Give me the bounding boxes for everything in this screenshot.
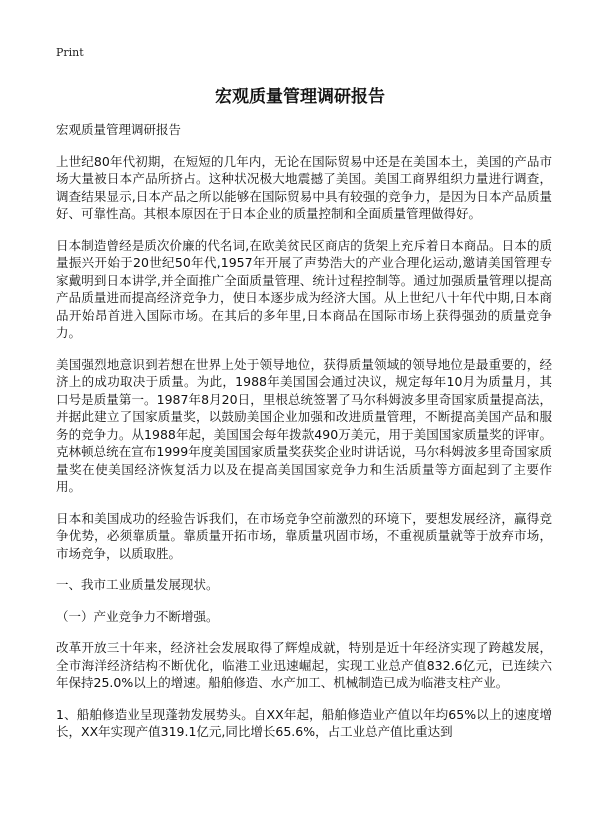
paragraph-reform: 改革开放三十年来，经济社会发展取得了辉煌成就，特别是近十年经济实现了跨越发展，全市海洋经济结构不断优化，临港工业迅速崛起，实现工业总产值832.6亿元，已连续六年保持25.0%以上的增速。船舶修造、水产加工、机械制造已成为临港支柱产业。: [56, 640, 552, 690]
document-body: [56, 121, 552, 755]
paragraph-japan-quality: 日本制造曾经是质次价廉的代名词,在欧美贫民区商店的货架上充斥着日本商品。日本的质量振兴开始于20世纪50年代,1957年开展了声势浩大的产业合理化运动,邀请美国管理专家戴明到日本讲学,并全面推广全面质量管理、统计过程控制等。通过加强质量管理以提高产品质量进而提高经济竞争力，使日本逐步成为经济大国。从上世纪八十年代中期,日本商品开始昂首进入国际市场。在其后的多年里,日本商品在国际市场上获得强劲的质量竞争力。: [56, 237, 552, 340]
section-heading: 一、我市工业质量发展现状。: [56, 577, 219, 592]
document-title: 宏观质量管理调研报告: [215, 87, 385, 107]
paragraph-us-quality: 美国强烈地意识到若想在世界上处于领导地位，获得质量领域的领导地位是最重要的，经济上的成功取决于质量。为此，1988年美国国会通过决议，规定每年10月为质量月，其口号是质量第一。1987年8月20日，里根总统签署了马尔科姆波多里奇国家质量提高法，并据此建立了国家质量奖，以鼓励美国企业加强和改进质量管理，不断提高美国产品和服务的竞争力。从1988年起，美国国会每年拨款490万美元，用于美国国家质量奖的评审。克林顿总统在宣布1999年度美国国家质量奖获奖企业时讲话说，马尔科姆波多里奇国家质量奖在使美国经济恢复活力以及在提高美国国家竞争力和生活质量等方面起到了主要作用。: [56, 356, 552, 494]
paragraph-shipbuilding: 1、船舶修造业呈现蓬勃发展势头。自XX年起，船舶修造业产值以年均65%以上的速度增长，XX年实现产值319.1亿元,同比增长65.6%，占工业总产值比重达到: [56, 706, 552, 739]
subsection-heading: （一）产业竞争力不断增强。: [56, 608, 219, 624]
print-link[interactable]: Print: [56, 46, 84, 59]
paragraph-lessons: 日本和美国成功的经验告诉我们，在市场竞争空前激烈的环境下，要想发展经济，赢得竞争优势，必须靠质量。靠质量开拓市场，靠质量巩固市场，不重视质量就等于放弃市场，市场竞争，以质取胜。: [56, 510, 552, 561]
paragraph-japan-competition: 上世纪80年代初期，在短短的几年内，无论在国际贸易中还是在美国本土，美国的产品市场大量被日本产品所挤占。这种状况极大地震撼了美国。美国工商界组织力量进行调查，调查结果显示,日本产品之所以能够在国际贸易中具有较强的竞争力，是因为日本产品质量好、可靠性高。其根本原因在于日本企业的质量控制和全面质量管理做得好。: [56, 153, 552, 221]
document-subtitle: 宏观质量管理调研报告: [56, 122, 182, 137]
